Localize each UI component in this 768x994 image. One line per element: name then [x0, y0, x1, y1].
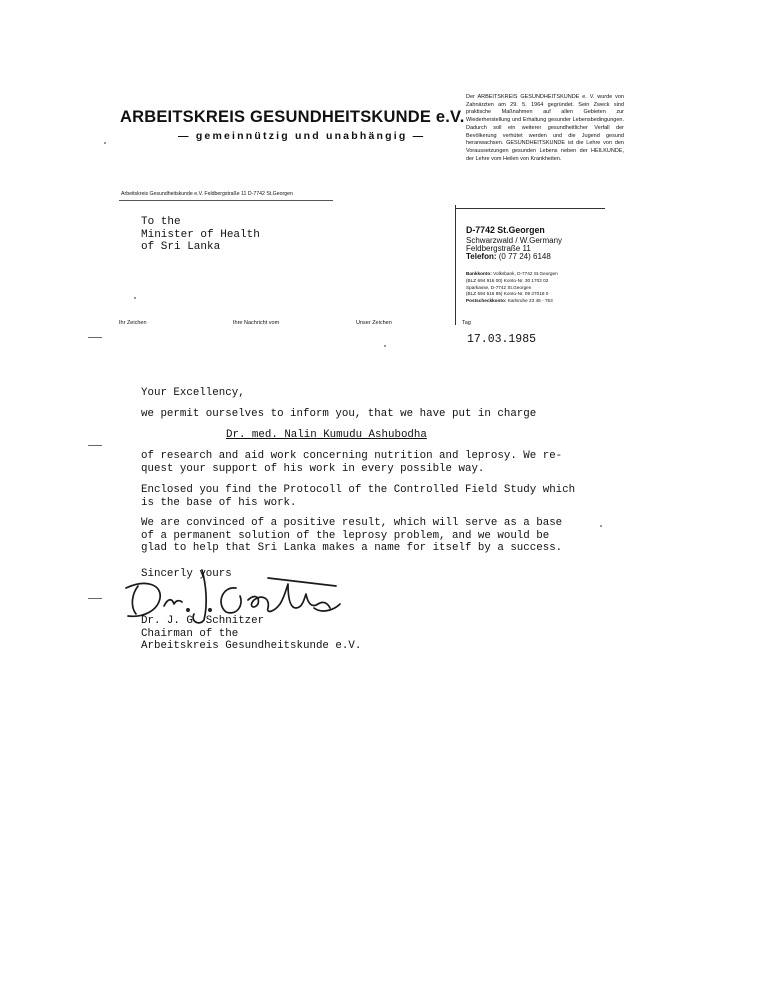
- paragraph-2-line-2: quest your support of his work in every possible way.: [141, 462, 485, 475]
- signer-organization: Arbeitskreis Gesundheitskunde e.V.: [141, 640, 362, 653]
- bank-line-2: (BLZ 694 916 00) Konto-Nr. 30 1702 02: [466, 277, 549, 283]
- person-in-charge: Dr. med. Nalin Kumudu Ashubodha: [226, 429, 427, 441]
- recipient-line-2: Minister of Health: [141, 228, 260, 241]
- recipient-line-3: of Sri Lanka: [141, 241, 221, 253]
- bank-line-4: (BLZ 694 516 85) Konto-Nr. 09 27018 0: [466, 291, 549, 297]
- sender-city: D-7742 St.Georgen: [466, 225, 545, 235]
- sender-phone: [466, 252, 551, 261]
- paragraph-1: we permit ourselves to inform you, that we have put in charge: [141, 408, 537, 420]
- sender-block-top-rule: [455, 208, 605, 209]
- sender-street: Feldbergstraße 11: [466, 244, 531, 253]
- paragraph-4-line-1: We are convinced of a positive result, which will serve as a base: [141, 517, 563, 529]
- bank-line-1: [466, 271, 558, 278]
- recipient-line-1: To the: [141, 216, 181, 228]
- tag-label: Tag: [462, 320, 471, 326]
- paragraph-3: [141, 484, 575, 509]
- phone-label: Telefon:: [466, 252, 497, 261]
- fold-mark-upper: [88, 337, 102, 338]
- paragraph-4: [141, 517, 562, 555]
- paragraph-4-line-3: glad to help that Sri Lanka makes a name for itself by a success.: [141, 542, 563, 555]
- paragraph-3-line-2: is the base of his work.: [141, 496, 297, 509]
- unser-zeichen-label: Unser Zeichen: [356, 320, 392, 326]
- paragraph-4-line-2: of a permanent solution of the leprosy problem, and we would be: [141, 529, 550, 542]
- salutation: Your Excellency,: [141, 387, 245, 399]
- phone-number: (0 77 24) 6148: [498, 252, 551, 261]
- postscheck-label: Postscheckkonto:: [466, 298, 507, 304]
- scan-speck: [104, 142, 106, 144]
- paragraph-2: [141, 450, 562, 475]
- letter-date: 17.03.1985: [467, 333, 537, 346]
- postscheck-value: Karlsruhe 23 45 - 753: [507, 298, 553, 304]
- organization-description: Der ARBEITSKREIS GESUNDHEITSKUNDE e. V. wurde von Zahnärzten am 29. 5. 1964 gegründet. Sein Zweck sind praktische Maßnahmen auf allen Gebieten zur Wiederherstellung und Erhaltung gesunder Lebensbedingungen. Dadurch soll ein weiterer gesundheitlicher Verfall der Bevölkerung verhütet werden und die Jugend gesund heranwachsen. GESUNDHEITSKUNDE ist die Lehre von den Voraussetzungen gesunden Lebens neben der HEILKUNDE, der Lehre vom Heilen von Krankheiten.: [466, 94, 624, 162]
- ihr-zeichen-label: Ihr Zeichen: [119, 320, 147, 326]
- bank-details: [466, 271, 558, 305]
- organization-name: ARBEITSKREIS GESUNDHEITSKUNDE e.V.: [120, 108, 465, 126]
- organization-tagline: — gemeinnützig und unabhängig —: [178, 130, 426, 142]
- ihre-nachricht-label: Ihre Nachricht vom: [233, 320, 280, 326]
- scan-speck: [134, 297, 136, 299]
- sender-region: Schwarzwald / W.Germany: [466, 236, 563, 245]
- paragraph-3-line-1: Enclosed you find the Protocoll of the Controlled Field Study which: [141, 484, 576, 496]
- recipient-address: [141, 216, 260, 254]
- scan-speck: [600, 525, 602, 527]
- signer-title: Chairman of the: [141, 627, 239, 640]
- bankkonto-label: Bankkonto:: [466, 271, 492, 276]
- return-address-rule: [119, 200, 333, 201]
- sender-block-rule: [455, 205, 456, 325]
- fold-mark-lower: [88, 598, 102, 599]
- return-address: Arbeitskreis Gesundheitskunde e.V. Feldbergstraße 11 D-7742 St.Georgen: [121, 191, 293, 197]
- signature-block: [141, 615, 361, 653]
- signer-name: Dr. J. G. Schnitzer: [141, 615, 265, 627]
- bank-line-3: Sparkasse, D-7742 St.Georgen: [466, 284, 532, 290]
- fold-mark-middle: [88, 445, 102, 446]
- bankkonto-value: Volksbank, D-7742 St.Georgen: [493, 271, 558, 276]
- paragraph-2-line-1: of research and aid work concerning nutrition and leprosy. We re-: [141, 450, 563, 462]
- scan-speck: [384, 345, 386, 347]
- closing: Sincerly yours: [141, 568, 232, 580]
- bank-line-5: [466, 298, 558, 305]
